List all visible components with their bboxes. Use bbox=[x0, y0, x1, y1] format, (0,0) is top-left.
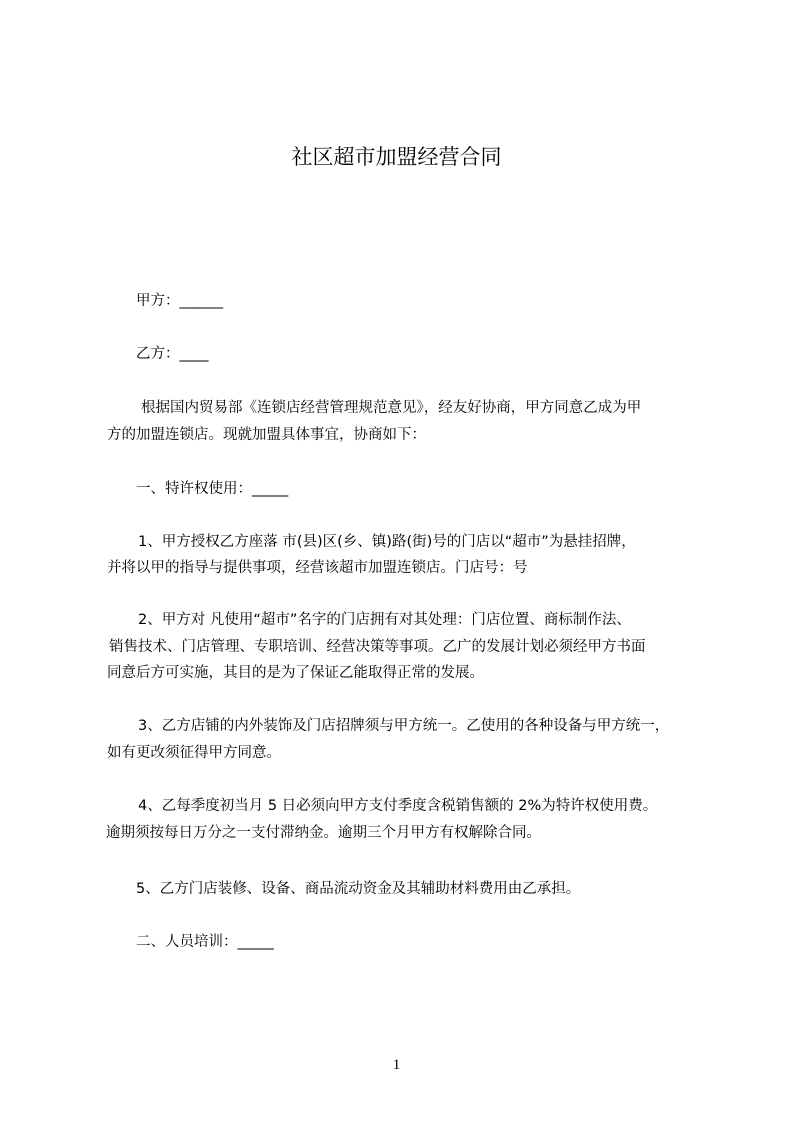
party-a-line: 甲方：______ bbox=[136, 293, 223, 309]
clause-line: 逾期须按每日万分之一支付滞纳金。逾期三个月甲方有权解除合同。 bbox=[106, 825, 541, 841]
clause-5: 5、乙方门店装修、设备、商品流动资金及其辅助材料费用由乙承担。 bbox=[136, 881, 581, 897]
clause-line: 同意后方可实施，其目的是为了保证乙能取得正常的发展。 bbox=[107, 665, 484, 681]
clause-line: 4、乙每季度初当月 5 日必须向甲方支付季度含税销售额的 2%为特许权使用费。 bbox=[138, 798, 658, 814]
clause-line: 1、甲方授权乙方座落 市(县)区(乡、镇)路(街)号的门店以“超市”为悬挂招牌， bbox=[138, 534, 636, 550]
clause-line: 销售技术、门店管理、专职培训、经营决策等事项。乙广的发展计划必须经甲方书面 bbox=[109, 639, 646, 655]
clause-line: 3、乙方店铺的内外装饰及门店招牌须与甲方统一。乙使用的各种设备与甲方统一， bbox=[138, 718, 670, 734]
section-heading-training: 二、人员培训：_____ bbox=[136, 934, 274, 950]
page-number: 1 bbox=[392, 1057, 401, 1073]
document-title: 社区超市加盟经营合同 bbox=[291, 145, 502, 169]
clause-line: 2、甲方对 凡使用“超市”名字的门店拥有对其处理：门店位置、商标制作法、 bbox=[138, 612, 631, 628]
intro-line: 根据国内贸易部《连锁店经营管理规范意见》，经友好协商，甲方同意乙成为甲 bbox=[141, 400, 642, 416]
intro-line: 方的加盟连锁店。现就加盟具体事宜，协商如下： bbox=[107, 427, 426, 443]
clause-line: 并将以甲的指导与提供事项，经营该超市加盟连锁店。门店号：号 bbox=[107, 560, 528, 576]
clause-line: 如有更改须征得甲方同意。 bbox=[107, 745, 281, 761]
section-heading-franchise: 一、特许权使用：_____ bbox=[136, 481, 289, 497]
party-b-line: 乙方：____ bbox=[136, 346, 209, 362]
